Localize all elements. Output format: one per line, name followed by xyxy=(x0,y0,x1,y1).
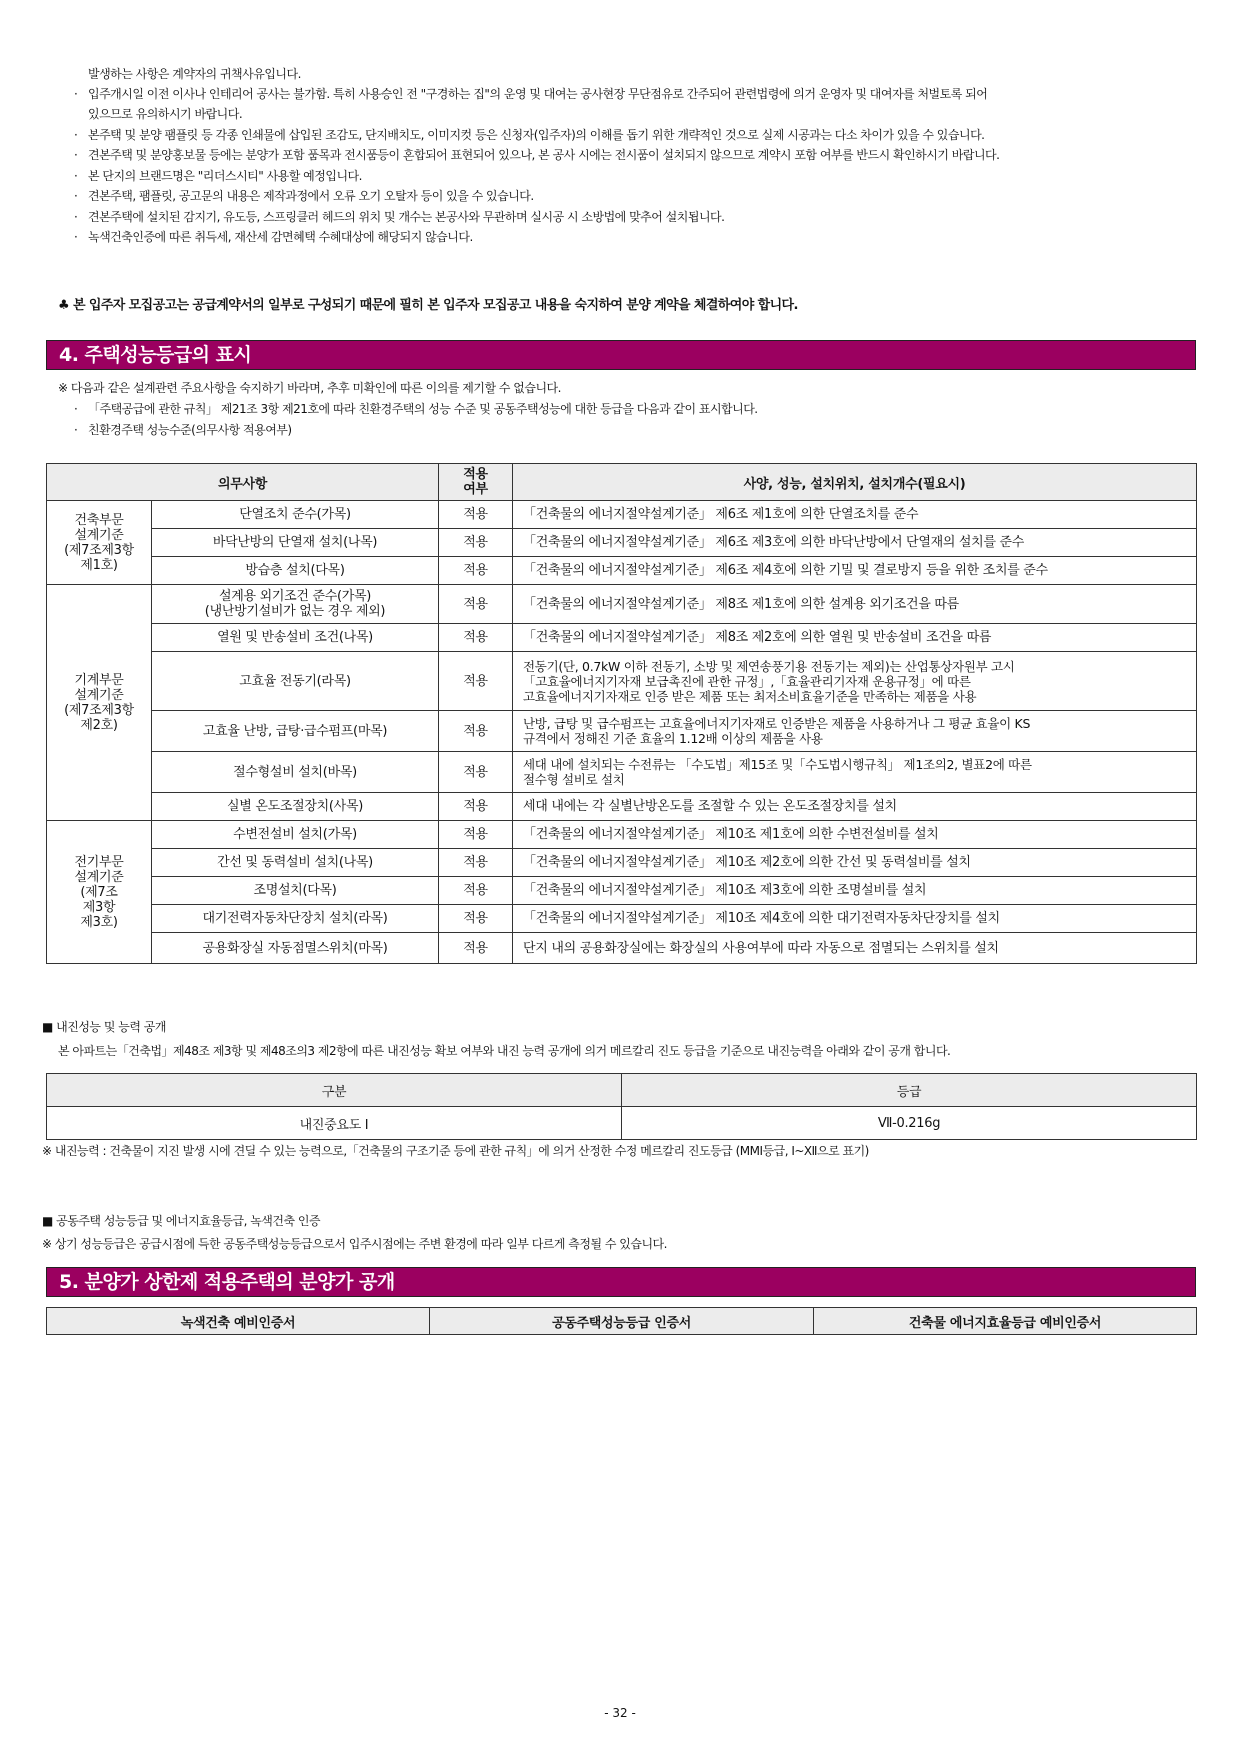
table-row xyxy=(47,585,1197,624)
green-note: ※ 상기 성능등급은 공급시점에 득한 공동주택성능등급으로서 입주시점에는 주변 환경에 따라 일부 다르게 측정될 수 있습니다. xyxy=(42,1237,667,1251)
spec-cell: 「건축물의 에너지절약설계기준」 제8조 제1호에 의한 설계용 외기조건을 따름 xyxy=(513,585,1197,624)
item-cell: 실별 온도조절장치(사목) xyxy=(152,793,439,821)
section-4-note: ※ 다음과 같은 설계관련 주요사항을 숙지하기 바라며, 추후 미확인에 따른 이의를 제기할 수 없습니다. xyxy=(58,381,561,395)
seismic-table xyxy=(46,1073,1197,1140)
intro-bullet: 녹색건축인증에 따른 취득세, 재산세 감면혜택 수혜대상에 해당되지 않습니다. xyxy=(88,230,473,244)
item-cell: 조명설치(다목) xyxy=(152,877,439,905)
applied-cell: 적용 xyxy=(439,821,513,849)
green-heading: ■ 공동주택 성능등급 및 에너지효율등급, 녹색건축 인증 xyxy=(42,1214,321,1228)
bullet-mark: · xyxy=(74,169,78,183)
item-cell: 수변전설비 설치(가목) xyxy=(152,821,439,849)
table-row xyxy=(47,821,1197,849)
bullet-mark: · xyxy=(74,128,78,142)
item-cell: 대기전력자동차단장치 설치(라목) xyxy=(152,905,439,933)
bullet-mark: · xyxy=(74,87,78,101)
table-row xyxy=(47,752,1197,793)
table-row xyxy=(47,529,1197,557)
section-4-sub2: 친환경주택 성능수준(의무사항 적용여부) xyxy=(88,423,292,437)
applied-cell: 적용 xyxy=(439,624,513,652)
spec-cell: 「건축물의 에너지절약설계기준」 제10조 제3호에 의한 조명설비를 설치 xyxy=(513,877,1197,905)
group-mech: 기계부문 설계기준 (제7조제3항 제2호) xyxy=(47,585,152,821)
applied-cell: 적용 xyxy=(439,501,513,529)
item-cell: 공용화장실 자동점멸스위치(마목) xyxy=(152,933,439,964)
header-energy-cert: 건축물 에너지효율등급 예비인증서 xyxy=(814,1308,1197,1335)
bullet-mark: · xyxy=(74,189,78,203)
spec-cell: 「건축물의 에너지절약설계기준」 제6조 제4호에 의한 기밀 및 결로방지 등을 위한 조치를 준수 xyxy=(513,557,1197,585)
spec-cell: 「건축물의 에너지절약설계기준」 제10조 제2호에 의한 간선 및 동력설비를 설치 xyxy=(513,849,1197,877)
applied-cell: 적용 xyxy=(439,652,513,711)
item-cell: 절수형설비 설치(바목) xyxy=(152,752,439,793)
item-cell: 단열조치 준수(가목) xyxy=(152,501,439,529)
applied-cell: 적용 xyxy=(439,793,513,821)
performance-table xyxy=(46,463,1197,964)
applied-cell: 적용 xyxy=(439,877,513,905)
section-4-title: 4. 주택성능등급의 표시 xyxy=(46,340,1196,370)
table-row xyxy=(47,905,1197,933)
page-number: - 32 - xyxy=(604,1706,636,1720)
spec-cell: 세대 내에 설치되는 수전류는 「수도법」제15조 및「수도법시행규칙」 제1조의2, 별표2에 따른 절수형 설비로 설치 xyxy=(513,752,1197,793)
header-performance-cert: 공동주택성능등급 인증서 xyxy=(430,1308,814,1335)
group-arch: 건축부문 설계기준 (제7조제3항 제1호) xyxy=(47,501,152,585)
table-row xyxy=(47,557,1197,585)
intro-bullet: 견본주택에 설치된 감지기, 유도등, 스프링클러 헤드의 위치 및 개수는 본공사와 무관하며 실시공 시 소방법에 맞추어 설치됩니다. xyxy=(88,210,725,224)
spec-cell: 「건축물의 에너지절약설계기준」 제10조 제1호에 의한 수변전설비를 설치 xyxy=(513,821,1197,849)
section-5-title: 5. 분양가 상한제 적용주택의 분양가 공개 xyxy=(46,1267,1196,1297)
header-green-cert: 녹색건축 예비인증서 xyxy=(47,1308,430,1335)
intro-bullet: 입주개시일 이전 이사나 인테리어 공사는 불가함. 특히 사용승인 전 "구경하는 집"의 운영 및 대여는 공사현장 무단점유로 간주되어 관련법령에 의거 운영자 및 대여자를 처벌토록 되어 xyxy=(88,87,988,101)
spec-cell: 전동기(단, 0.7kW 이하 전동기, 소방 및 제연송풍기용 전동기는 제외)는 산업통상자원부 고시 「고효율에너지기자재 보급촉진에 관한 규정」,「효율관리기자재 운용규정」에 따른 고효율에너지기자재로 인증 받은 제품 또는 최저소비효율기준을 만족하는 제품을 사용 xyxy=(513,652,1197,711)
intro-bullet: 견본주택, 팸플릿, 공고문의 내용은 제작과정에서 오류 오기 오탈자 등이 있을 수 있습니다. xyxy=(88,189,534,203)
seismic-desc: 본 아파트는「건축법」제48조 제3항 및 제48조의3 제2항에 따른 내진성능 확보 여부와 내진 능력 공개에 의거 메르칼리 진도 등급을 기준으로 내진능력을 아래와 같이 공개 합니다. xyxy=(58,1044,951,1058)
spec-cell: 단지 내의 공용화장실에는 화장실의 사용여부에 따라 자동으로 점멸되는 스위치를 설치 xyxy=(513,933,1197,964)
bullet-mark: · xyxy=(74,230,78,244)
item-cell: 고효율 난방, 급탕·급수펌프(마목) xyxy=(152,711,439,752)
table-header-row xyxy=(47,1074,1197,1107)
item-cell: 고효율 전동기(라목) xyxy=(152,652,439,711)
applied-cell: 적용 xyxy=(439,557,513,585)
table-row xyxy=(47,793,1197,821)
spec-cell: 「건축물의 에너지절약설계기준」 제6조 제1호에 의한 단열조치를 준수 xyxy=(513,501,1197,529)
table-row xyxy=(47,933,1197,964)
table-row xyxy=(47,877,1197,905)
intro-cont-line: 발생하는 사항은 계약자의 귀책사유입니다. xyxy=(88,67,301,81)
header-category: 구분 xyxy=(47,1074,622,1107)
item-cell: 설계용 외기조건 준수(가목) (냉난방기설비가 없는 경우 제외) xyxy=(152,585,439,624)
seismic-heading: ■ 내진성능 및 능력 공개 xyxy=(42,1020,166,1034)
seismic-importance: 내진중요도 I xyxy=(47,1107,622,1140)
seismic-grade: Ⅶ-0.216g xyxy=(622,1107,1197,1140)
section-4-sub1: 「주택공급에 관한 규칙」 제21조 3항 제21호에 따라 친환경주택의 성능 수준 및 공동주택성능에 대한 등급을 다음과 같이 표시합니다. xyxy=(88,402,758,416)
table-header-row xyxy=(47,1308,1197,1335)
table-header-row xyxy=(47,464,1197,501)
certificate-table xyxy=(46,1307,1197,1335)
intro-bullet-cont: 있으므로 유의하시기 바랍니다. xyxy=(88,107,243,121)
header-duty: 의무사항 xyxy=(47,464,439,501)
applied-cell: 적용 xyxy=(439,711,513,752)
item-cell: 간선 및 동력설비 설치(나목) xyxy=(152,849,439,877)
bullet-mark: · xyxy=(74,423,78,437)
spec-cell: 「건축물의 에너지절약설계기준」 제10조 제4호에 의한 대기전력자동차단장치를 설치 xyxy=(513,905,1197,933)
header-applied: 적용 여부 xyxy=(439,464,513,501)
spec-cell: 난방, 급탕 및 급수펌프는 고효율에너지기자재로 인증받은 제품을 사용하거나 그 평균 효율이 KS 규격에서 정해진 기준 효율의 1.12배 이상의 제품을 사용 xyxy=(513,711,1197,752)
intro-bullet: 견본주택 및 분양홍보물 등에는 분양가 포함 품목과 전시품등이 혼합되어 표현되어 있으나, 본 공사 시에는 전시품이 설치되지 않으므로 계약시 포함 여부를 반드시 확인하시기 바랍니다. xyxy=(88,148,1000,162)
spec-cell: 세대 내에는 각 실별난방온도를 조절할 수 있는 온도조절장치를 설치 xyxy=(513,793,1197,821)
applied-cell: 적용 xyxy=(439,529,513,557)
group-elec: 전기부문 설계기준 (제7조 제3항 제3호) xyxy=(47,821,152,964)
table-row xyxy=(47,849,1197,877)
bullet-mark: · xyxy=(74,402,78,416)
applied-cell: 적용 xyxy=(439,905,513,933)
spec-cell: 「건축물의 에너지절약설계기준」 제6조 제3호에 의한 바닥난방에서 단열재의 설치를 준수 xyxy=(513,529,1197,557)
item-cell: 방습층 설치(다목) xyxy=(152,557,439,585)
applied-cell: 적용 xyxy=(439,585,513,624)
bullet-mark: · xyxy=(74,148,78,162)
table-row xyxy=(47,711,1197,752)
contract-notice: ♣ 본 입주자 모집공고는 공급계약서의 일부로 구성되기 때문에 필히 본 입주자 모집공고 내용을 숙지하여 분양 계약을 체결하여야 합니다. xyxy=(58,298,798,313)
applied-cell: 적용 xyxy=(439,752,513,793)
item-cell: 바닥난방의 단열재 설치(나목) xyxy=(152,529,439,557)
table-row xyxy=(47,1107,1197,1140)
header-spec: 사양, 성능, 설치위치, 설치개수(필요시) xyxy=(513,464,1197,501)
bullet-mark: · xyxy=(74,210,78,224)
intro-bullet: 본주택 및 분양 팸플릿 등 각종 인쇄물에 삽입된 조감도, 단지배치도, 이미지컷 등은 신청자(입주자)의 이해를 돕기 위한 개략적인 것으로 실제 시공과는 다소 차이가 있을 수 있습니다. xyxy=(88,128,985,142)
applied-cell: 적용 xyxy=(439,849,513,877)
header-grade: 등급 xyxy=(622,1074,1197,1107)
item-cell: 열원 및 반송설비 조건(나목) xyxy=(152,624,439,652)
table-row xyxy=(47,624,1197,652)
intro-bullet: 본 단지의 브랜드명은 "리더스시티" 사용할 예정입니다. xyxy=(88,169,362,183)
seismic-note: ※ 내진능력 : 건축물이 지진 발생 시에 견딜 수 있는 능력으로,「건축물의 구조기준 등에 관한 규칙」에 의거 산정한 수정 메르칼리 진도등급 (MMI등급, Ⅰ~Ⅻ으로 표기) xyxy=(42,1144,869,1158)
table-row xyxy=(47,501,1197,529)
applied-cell: 적용 xyxy=(439,933,513,964)
spec-cell: 「건축물의 에너지절약설계기준」 제8조 제2호에 의한 열원 및 반송설비 조건을 따름 xyxy=(513,624,1197,652)
table-row xyxy=(47,652,1197,711)
